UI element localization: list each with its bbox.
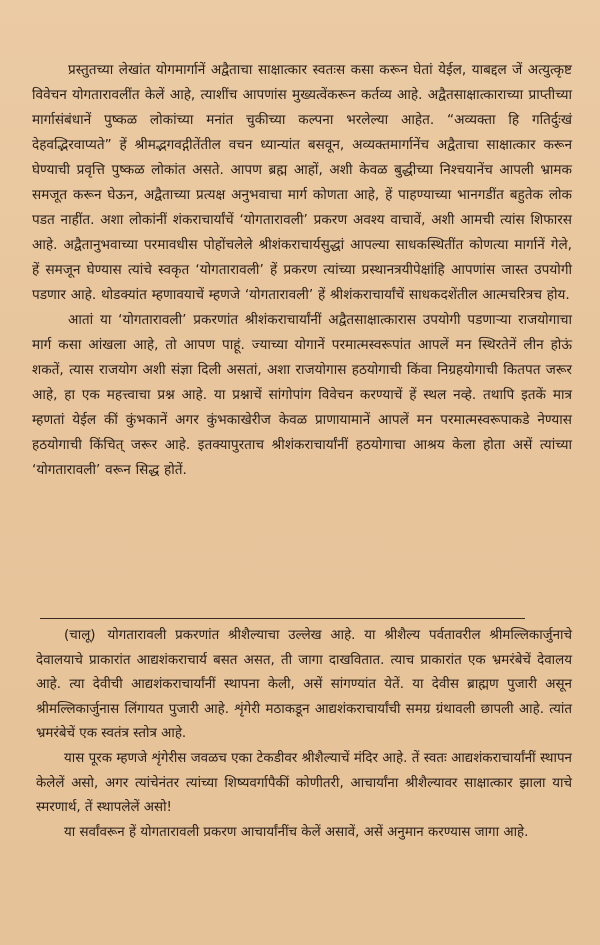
footnote-paragraph-1 <box>36 624 572 747</box>
footnote-divider <box>40 618 525 619</box>
main-paragraph-1: प्रस्तुतच्या लेखांत योगमार्गानें अद्वैताचा साक्षात्कार स्वतःस कसा करून घेतां येईल, याबद्दल जें अत्युत्कृष्ट विवेचन योगतारावलींत केलें आहे, त्याशींच आपणांस मुख्यत्वेंकरून कर्तव्य आहे. अद्वैतसाक्षात्काराच्या प्राप्तीच्या मार्गासंबंधानें पुष्कळ लोकांच्या मनांत चुकीच्या कल्पना भरलेल्या आहेत. “अव्यक्ता हि गतिर्दुःखं देहवद्भिरवाप्यते” हें श्रीमद्भगवद्गीतेंतील वचन ध्यान्यांत बसवून, अव्यक्तमार्गानेंच अद्वैताचा साक्षात्कार करून घेण्याची प्रवृत्ति पुष्कळ लोकांत असते. आपण ब्रह्म आहों, अशी केवळ बुद्धीच्या निश्चयानेंच आपली भ्रामक समजूत करून घेऊन, अद्वैताच्या प्रत्यक्ष अनुभवाचा मार्ग कोणता आहे, हें पाहण्याच्या भानगडींत बहुतेक लोक पडत नाहींत. अशा लोकांनीं शंकराचार्यांचें ‘योगतारावली’ प्रकरण अवश्य वाचावें, अशी आमची त्यांस शिफारस आहे. अद्वैतानुभवाच्या परमावधीस पोहोंचलेले श्रीशंकराचार्यसुद्धां आपल्या साधकस्थितींत कोणत्या मार्गानें गेले, हें समजून घेण्यास त्यांचे स्वकृत ‘योगतारावली’ हें प्रकरण त्यांच्या प्रस्थानत्रयीपेक्षांहि आपणांस जास्त उपयोगी पडणार आहे. थोडक्यांत म्हणावयाचें म्हणजे ‘योगतारावली’ हें श्रीशंकराचार्यांचें साधकदशेंतील आत्मचरित्रच होय. <box>32 62 572 303</box>
footnote-tag: (चालू) <box>64 628 96 643</box>
footnote <box>36 624 572 845</box>
footnote-paragraph-2: यास पूरक म्हणजे शृंगेरीस जवळच एका टेकडीवर श्रीशैल्याचें मंदिर आहे. तें स्वतः आद्यशंकराचार्यांनीं स्थापन केलेलें असो, अगर त्यांचेनंतर त्यांच्या शिष्यवर्गापैकीं कोणीतरी, आचार्यांना श्रीशैल्यावर साक्षात्कार झाला याचे स्मरणार्थ, तें स्थापलेलें असो! <box>36 750 572 816</box>
main-text <box>32 58 572 483</box>
footnote-paragraph-1-text: योगतारावली प्रकरणांत श्रीशैल्याचा उल्लेख आहे. या श्रीशैल्य पर्वतावरील श्रीमल्लिकार्जुनाचे देवालयाचे प्राकारांत आद्यशंकराचार्य बसत असत, ती जागा दाखवितात. त्याच प्राकारांत एक भ्रमरंबेचें देवालय आहे. त्या देवीची आद्यशंकराचार्यांनीं स्थापना केली, असें सांगण्यांत येतें. या देवीस ब्राह्मण पुजारी असून श्रीमल्लिकार्जुनास लिंगायत पुजारी आहे. शृंगेरी मठाकडून आद्यशंकराचार्यांची समग्र ग्रंथावली छापली आहे. त्यांत भ्रमरंबेचें एक स्वतंत्र स्तोत्र आहे. <box>36 628 572 742</box>
main-paragraph-2: आतां या ‘योगतारावली’ प्रकरणांत श्रीशंकराचार्यांनीं अद्वैतसाक्षात्कारास उपयोगी पडणाऱ्या राजयोगाचा मार्ग कसा आंखला आहे, तो आपण पाहूं. ज्याच्या योगानें परमात्मस्वरूपांत आपलें मन स्थिरतेनें लीन होऊं शकतें, त्यास राजयोग अशी संज्ञा दिली असतां, अशा राजयोगास हठयोगाची किंवा निग्रहयोगाची कितपत जरूर आहे, हा एक महत्त्वाचा प्रश्न आहे. या प्रश्नाचें सांगोपांग विवेचन करण्याचें हें स्थल नव्हे. तथापि इतकें मात्र म्हणतां येईल कीं कुंभकानें अगर कुंभकाखेरीज केवळ प्राणायामानें आपलें मन परमात्मस्वरूपाकडे नेण्यास हठयोगाची किंचित् जरूर आहे. इतक्यापुरताच श्रीशंकराचार्यांनीं हठयोगाचा आश्रय केला होता असें त्यांच्या ‘योगतारावली’ वरून सिद्ध होतें. <box>32 312 572 478</box>
footnote-paragraph-3: या सर्वांवरून हें योगतारावली प्रकरण आचार्यांनींच केलें असावें, असें अनुमान करण्यास जागा आहे. <box>64 824 529 840</box>
